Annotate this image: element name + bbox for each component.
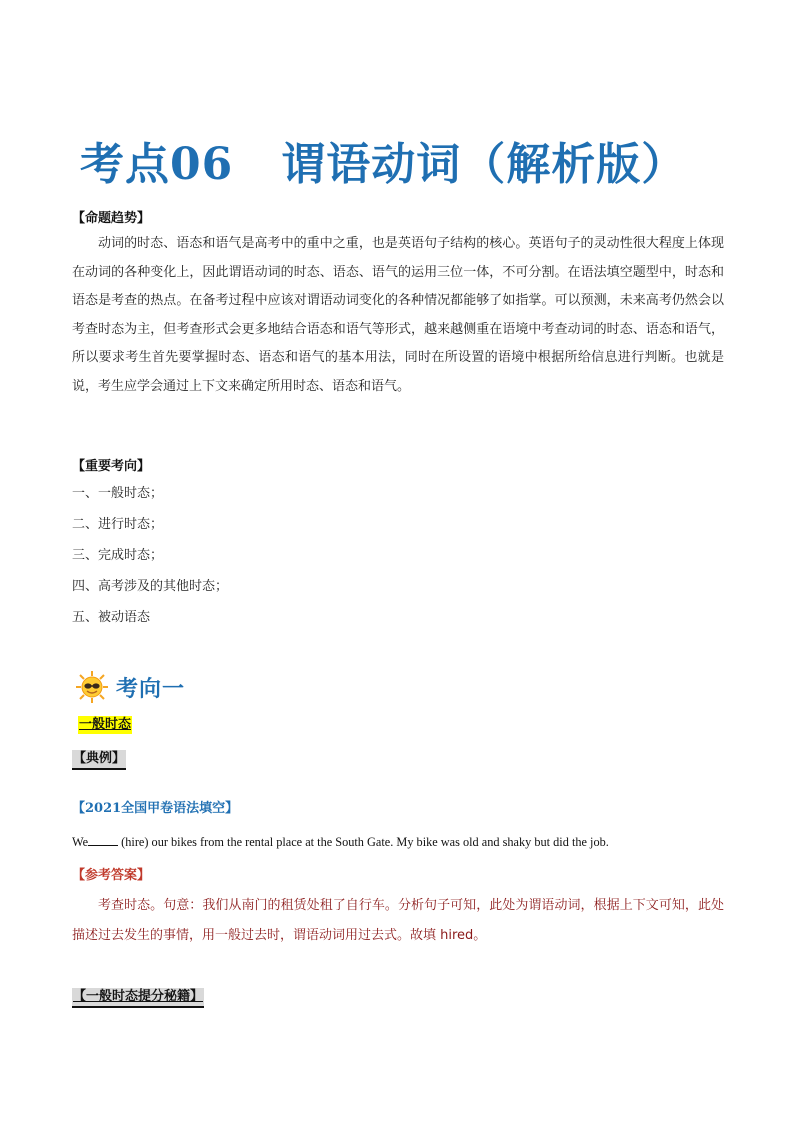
- answer-heading: 【参考答案】: [72, 868, 151, 883]
- question-start: We: [72, 835, 89, 849]
- title-main: 谓语动词（解析版）: [281, 139, 687, 190]
- subtopic-title: 一般时态: [79, 717, 132, 732]
- page-title: [80, 135, 760, 195]
- question-text: [72, 833, 732, 850]
- tips-tag: 【一般时态提分秘籍】: [72, 988, 204, 1008]
- list-item: 四、高考涉及的其他时态；: [72, 579, 229, 594]
- question-rest: (hire) our bikes from the rental place at the South Gate. My bike was old and shaky but did the job.: [118, 835, 609, 849]
- directions-list: [72, 478, 228, 633]
- trend-paragraph: 动词的时态、语态和语气是高考中的重中之重，也是英语句子结构的核心。英语句子的灵动性很大程度上体现在动词的各种变化上，因此谓语动词的时态、语态、语气的运用三位一体，不可分割。在语法填空题型中，时态和语态是考查的热点。在备考过程中应该对谓语动词变化的各种情况都能够了如指掌。可以预测，未来高考仍然会以考查时态为主，但考查形式会更多地结合语态和语气等形式，越来越侧重在语境中考查动词的时态、语态和语气，所以要求考生首先要掌握时态、语态和语气的基本用法，同时在所设置的语境中根据所给信息进行判断。也就是说，考生应学会通过上下文来确定所用时态、语态和语气。: [72, 236, 724, 394]
- direction-header: [72, 670, 185, 704]
- list-item: 五、被动语态: [72, 610, 151, 625]
- list-item: 二、进行时态；: [72, 517, 164, 532]
- direction-label: 考向一: [116, 675, 186, 702]
- answer-text: 考查时态。句意：我们从南门的租赁处租了自行车。分析句子可知，此处为谓语动词，根据上下文可知，此处描述过去发生的事情，用一般过去时，谓语动词用过去式。故填 hired。: [72, 898, 724, 943]
- answer-blank[interactable]: [88, 833, 118, 846]
- title-prefix: 考点06: [80, 139, 234, 190]
- example-tag: 【典例】: [72, 750, 126, 770]
- list-item: 一、一般时态；: [72, 486, 164, 501]
- question-source: 【2021全国甲卷语法填空】: [72, 801, 239, 816]
- list-item: 三、完成时态；: [72, 548, 164, 563]
- sun-sunglasses-icon: [72, 670, 116, 704]
- directions-heading: 【重要考向】: [72, 459, 151, 474]
- trend-heading: 【命题趋势】: [72, 211, 151, 226]
